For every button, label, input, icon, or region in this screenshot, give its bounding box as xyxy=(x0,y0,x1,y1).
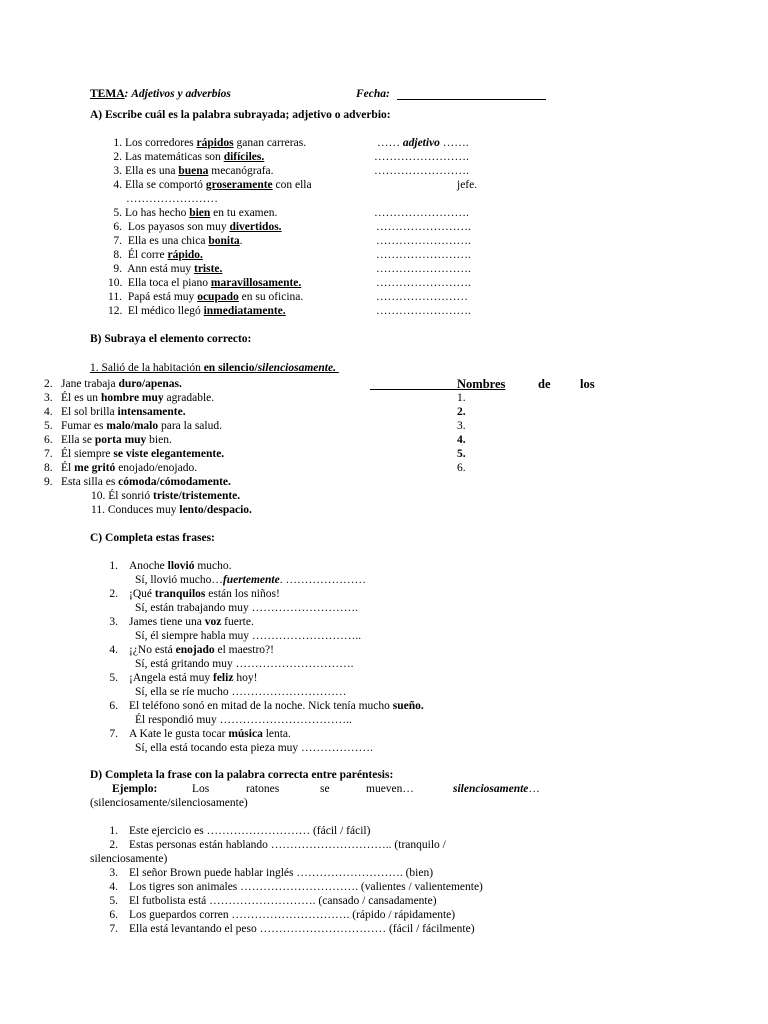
sentence-text: Ann está muy xyxy=(125,263,194,275)
example-word: se xyxy=(320,783,330,795)
item-number: 9. xyxy=(44,476,53,488)
sentence-text: para la salud. xyxy=(158,420,222,432)
example-word: ratones xyxy=(246,783,280,795)
side-number: 3. xyxy=(457,420,466,432)
item-number: 3. xyxy=(109,616,118,628)
section-b-row xyxy=(61,433,172,447)
section-b-item-1: 1. Salió de la habitación en silencio/silenciosamente. xyxy=(90,362,336,374)
sentence-text: bien. xyxy=(146,434,172,446)
question-line xyxy=(108,643,274,657)
item-number: 4. xyxy=(109,644,118,656)
section-a-row xyxy=(108,136,306,150)
question-line xyxy=(108,699,424,713)
sentence-text: están los niños! xyxy=(205,588,280,600)
answer-line xyxy=(135,657,354,671)
section-b-title: B) Subraya el elemento correcto: xyxy=(90,333,252,345)
sentence-text: El futbolista está ………………………. (cansado / cansadamente) xyxy=(129,895,437,907)
side-number: 1. xyxy=(457,392,466,404)
item-number: 1. xyxy=(109,825,118,837)
sentence-text: el maestro?! xyxy=(214,644,274,656)
item-number: 8. xyxy=(44,462,53,474)
underlined-word: difíciles. xyxy=(223,151,265,163)
section-b-row xyxy=(61,377,182,391)
answer-text: Sí, están trabajando muy ………………………. xyxy=(135,602,358,614)
sentence-text: Los guepardos corren …………………………. (rápido / rápidamente) xyxy=(129,909,456,921)
keyword: enojado xyxy=(175,644,215,656)
question-line xyxy=(108,615,254,629)
side-title: Nombres de los xyxy=(457,377,595,391)
sentence-text: Esta silla es xyxy=(61,476,119,488)
sentence-text: Los payasos son muy xyxy=(125,221,230,233)
sentence-text: Ella se comportó xyxy=(125,179,206,191)
sentence-text: El sol brilla xyxy=(61,406,118,418)
item-number: 6. xyxy=(113,221,122,233)
sentence-text: Él siempre xyxy=(61,448,114,460)
sentence-text: . xyxy=(239,235,243,247)
answer-text: Sí, ella está tocando esta pieza muy ………………. xyxy=(135,742,373,754)
choice-text: hombre muy xyxy=(100,392,164,404)
item-number: 2. xyxy=(113,151,122,163)
section-a-row xyxy=(108,276,301,290)
sentence-text: 11. Conduces muy xyxy=(91,504,180,516)
sentence-text: ganan carreras. xyxy=(233,137,307,149)
answer-blank: ……………………. xyxy=(376,305,471,317)
underlined-word: bien xyxy=(189,207,211,219)
section-b-row xyxy=(61,461,197,475)
sentence-text: El teléfono sonó en mitad de la noche. Nick tenía mucho xyxy=(129,700,393,712)
section-b-row xyxy=(61,405,186,419)
answer-blank: …………………… xyxy=(376,291,468,303)
underlined-word: groseramente xyxy=(205,179,273,191)
example-label: Ejemplo: xyxy=(112,783,158,795)
underlined-word: bonita xyxy=(208,235,240,247)
choice-text: me gritó xyxy=(74,462,116,474)
item-number: 7. xyxy=(44,448,53,460)
item-number: 6. xyxy=(44,434,53,446)
sentence-text: Este ejercicio es ……………………… (fácil / fácil) xyxy=(129,825,371,837)
side-number: 2. xyxy=(457,406,466,418)
underlined-word: buena xyxy=(178,165,209,177)
section-c-title: C) Completa estas frases: xyxy=(90,532,215,544)
sentence-text: Estas personas están hablando ………………………….. (tranquilo / xyxy=(129,839,446,851)
answer-line xyxy=(135,713,352,727)
item-number: 10. xyxy=(108,277,123,289)
section-a-title: A) Escribe cuál es la palabra subrayada; adjetivo o adverbio: xyxy=(90,109,391,121)
sentence-text: El médico llegó xyxy=(125,305,204,317)
item-number: 3. xyxy=(44,392,53,404)
section-a-row xyxy=(108,304,286,318)
section-d-row xyxy=(108,894,437,908)
side-rule xyxy=(370,389,457,390)
side-number: 5. xyxy=(457,448,466,460)
item-number: 4. xyxy=(44,406,53,418)
section-a-row xyxy=(108,262,222,276)
header-tema: TEMA: Adjetivos y adverbios xyxy=(90,88,231,100)
section-d-row xyxy=(108,922,475,936)
section-b-row xyxy=(61,475,231,489)
item-number: 1. xyxy=(113,137,122,149)
underlined-word: ocupado xyxy=(197,291,239,303)
choice-text: intensamente. xyxy=(117,406,186,418)
answer-line xyxy=(135,601,358,615)
section-a-row xyxy=(108,220,282,234)
sentence-text: James tiene una xyxy=(129,616,205,628)
section-b-row xyxy=(61,447,224,461)
section-d-title: D) Completa la frase con la palabra correcta entre paréntesis: xyxy=(90,769,394,781)
sentence-text: fuerte. xyxy=(221,616,254,628)
item-number: 4. xyxy=(109,881,118,893)
underlined-word: divertidos. xyxy=(229,221,282,233)
sentence-text: Él xyxy=(61,462,75,474)
choice-text: cómoda/cómodamente. xyxy=(118,476,231,488)
item-number: 2. xyxy=(109,588,118,600)
side-number: 6. xyxy=(457,462,466,474)
item-number: 5. xyxy=(113,207,122,219)
section-a-row xyxy=(108,234,243,248)
section-b-row xyxy=(61,391,214,405)
sentence-text: Él es un xyxy=(61,392,101,404)
question-line xyxy=(108,559,232,573)
choice-text: triste/tristemente. xyxy=(152,490,241,502)
keyword: música xyxy=(228,728,263,740)
sentence-text: Ella toca el piano xyxy=(125,277,211,289)
keyword: llovió xyxy=(167,560,195,572)
section-a-row xyxy=(108,150,264,164)
item-number: 6. xyxy=(109,909,118,921)
answer-text: Sí, llovió mucho… xyxy=(135,574,223,586)
sentence-text: mecanógrafa. xyxy=(208,165,274,177)
section-b-row xyxy=(91,489,240,503)
keyword: sueño. xyxy=(392,700,424,712)
sentence-text: Ella está levantando el peso …………………………… (fácil / fácilmente) xyxy=(129,923,475,935)
sentence-text: …………………… xyxy=(126,193,218,205)
underlined-word: rápidos xyxy=(196,137,234,149)
sentence-text: en su oficina. xyxy=(238,291,304,303)
item-number: 11. xyxy=(108,291,122,303)
example-paren: (silenciosamente/silenciosamente) xyxy=(90,797,248,809)
choice-text: malo/malo xyxy=(106,420,159,432)
fecha-line xyxy=(397,99,546,100)
section-a-row xyxy=(108,290,303,304)
section-d-row xyxy=(108,824,370,838)
item-number: 5. xyxy=(109,895,118,907)
sentence-text: ¡Angela está muy xyxy=(129,672,213,684)
answer-blank: ……………………. xyxy=(376,235,471,247)
section-a-row xyxy=(108,164,274,178)
question-line xyxy=(108,587,280,601)
sentence-text: A Kate le gusta tocar xyxy=(129,728,229,740)
sentence-text: en tu examen. xyxy=(210,207,278,219)
answer-blank: jefe. xyxy=(457,179,478,191)
item-number: 4. xyxy=(113,179,122,191)
sentence-text: Fumar es xyxy=(61,420,107,432)
choice-text: duro/apenas. xyxy=(118,378,182,390)
item-number: 3. xyxy=(109,867,118,879)
underlined-word: triste. xyxy=(194,263,223,275)
section-d-row xyxy=(90,852,167,866)
answer-blank: ……………………. xyxy=(376,277,471,289)
underlined-word: inmediatamente. xyxy=(203,305,286,317)
sentence-text: enojado/enojado. xyxy=(115,462,198,474)
section-b-row xyxy=(61,419,222,433)
sentence-text: agradable. xyxy=(163,392,215,404)
answer-text: Sí, él siempre habla muy ……………………….. xyxy=(135,630,362,642)
answer-blank: ……………………. xyxy=(376,221,471,233)
answer-line xyxy=(135,629,361,643)
section-d-row xyxy=(108,838,446,852)
answer-text: . ………………… xyxy=(279,574,366,586)
answer-blank: ……………………. xyxy=(376,263,471,275)
section-a-row xyxy=(108,178,312,192)
sentence-text: Ella es una chica xyxy=(125,235,209,247)
underlined-word: rápido. xyxy=(167,249,203,261)
sentence-text: ¡¿No está xyxy=(129,644,176,656)
section-d-row xyxy=(108,866,433,880)
sentence-text: Los tigres son animales …………………………. (valientes / valientemente) xyxy=(129,881,483,893)
keyword: feliz xyxy=(213,672,234,684)
item-number: 6. xyxy=(109,700,118,712)
sentence-text: Ella es una xyxy=(125,165,179,177)
sentence-text: 10. Él sonrió xyxy=(91,490,153,502)
sentence-text: mucho. xyxy=(194,560,232,572)
answer-line xyxy=(135,573,366,587)
answer-text: Él respondió muy …………………………….. xyxy=(135,714,352,726)
tema-label: TEMA xyxy=(90,88,125,100)
item-number: 7. xyxy=(109,728,118,740)
sentence-text: Anoche xyxy=(129,560,168,572)
answer-blank: ……………………. xyxy=(374,151,469,163)
sentence-text: El señor Brown puede hablar inglés ………………………. (bien) xyxy=(129,867,434,879)
answer-example: adjetivo xyxy=(402,137,440,149)
section-d-row xyxy=(108,908,455,922)
tema-value: Adjetivos y adverbios xyxy=(131,88,231,100)
answer-blank: ……………………. xyxy=(374,207,469,219)
example-answer: silenciosamente… xyxy=(453,783,540,795)
underlined-word: maravillosamente. xyxy=(210,277,302,289)
choice-text: lento/despacio. xyxy=(179,504,252,516)
question-line xyxy=(108,671,257,685)
fecha-label: Fecha: xyxy=(356,88,390,100)
sentence-text: Jane trabaja xyxy=(61,378,119,390)
item-number: 5. xyxy=(44,420,53,432)
answer-blank: ……………………. xyxy=(374,165,469,177)
sentence-text: con ella xyxy=(272,179,312,191)
example-word: Los xyxy=(192,783,210,795)
sentence-text: Lo has hecho xyxy=(125,207,190,219)
sentence-text: lenta. xyxy=(262,728,291,740)
answer-text: Sí, ella se ríe mucho ………………………… xyxy=(135,686,347,698)
item-number: 7. xyxy=(109,923,118,935)
question-line xyxy=(108,727,291,741)
section-a-row xyxy=(126,192,218,206)
item-number: 1. xyxy=(109,560,118,572)
section-a-row xyxy=(108,206,277,220)
section-a-row xyxy=(108,248,203,262)
item-number: 7. xyxy=(113,235,122,247)
example-word: mueven… xyxy=(366,783,414,795)
answer-line xyxy=(135,685,346,699)
sentence-text: hoy! xyxy=(233,672,258,684)
answer-blank: …… adjetivo ……. xyxy=(377,137,469,149)
sentence-text: Las matemáticas son xyxy=(125,151,224,163)
item-number: 2. xyxy=(44,378,53,390)
keyword: voz xyxy=(204,616,222,628)
choice-text: se viste elegantemente. xyxy=(113,448,225,460)
item-number: 9. xyxy=(113,263,122,275)
sentence-text: ¡Qué xyxy=(129,588,155,600)
answer-line xyxy=(135,741,373,755)
side-number: 4. xyxy=(457,434,466,446)
answer-text: Sí, está gritando muy …………………………. xyxy=(135,658,354,670)
section-d-row xyxy=(108,880,483,894)
sentence-text: Él corre xyxy=(125,249,168,261)
sentence-text: Papá está muy xyxy=(125,291,198,303)
item-number: 3. xyxy=(113,165,122,177)
choice-text: porta muy xyxy=(94,434,147,446)
item-number: 5. xyxy=(109,672,118,684)
keyword: tranquilos xyxy=(154,588,206,600)
answer-example: fuertemente xyxy=(222,574,280,586)
answer-blank: ……………………. xyxy=(376,249,471,261)
sentence-text: Ella se xyxy=(61,434,95,446)
section-b-row xyxy=(91,503,252,517)
item-number: 8. xyxy=(113,249,122,261)
sentence-text: silenciosamente) xyxy=(90,853,168,865)
sentence-text: Los corredores xyxy=(125,137,197,149)
item-number: 12. xyxy=(108,305,123,317)
item-number: 2. xyxy=(109,839,118,851)
